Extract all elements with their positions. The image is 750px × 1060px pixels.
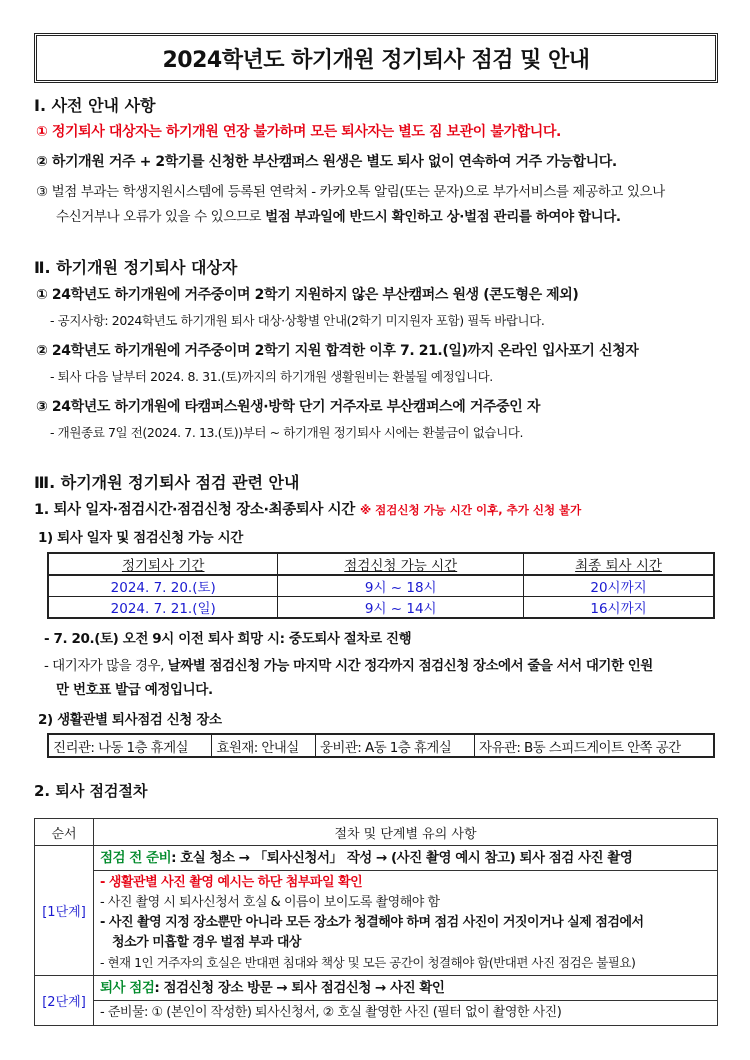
s2-item3: ③ 24학년도 하기개원에 타캠퍼스원생·방학 단기 거주자로 부산캠퍼스에 거주중인 자 [36, 399, 540, 415]
s2-item1: ① 24학년도 하기개원에 거주중이며 2학기 지원하지 않은 부산캠퍼스 원생 (콘도형은 제외) [36, 287, 579, 303]
section2-heading: Ⅱ. 하기개원 정기퇴사 대상자 [34, 258, 238, 277]
step1-label: [1단계] [35, 846, 94, 976]
schedule-row [48, 575, 714, 597]
s3-sub2: 2. 퇴사 점검절차 [34, 782, 148, 800]
s3-note2-line1 [44, 654, 653, 674]
procedure-table [34, 818, 718, 1026]
procedure-step1-head-row [35, 846, 718, 871]
step1-head-label: 점검 전 준비 [100, 850, 172, 866]
s1-item3-line2 [56, 205, 621, 225]
s3-sub1-note: ※ 점검신청 가능 시간 이후, 추가 신청 불가 [359, 503, 582, 517]
s3-note1: - 7. 20.(토) 오전 9시 이전 퇴사 희망 시: 중도퇴사 절차로 진행 [44, 631, 412, 647]
s2-item1-sub: - 공지사항: 2024학년도 하기개원 퇴사 대상·상황별 안내(2학기 미지원자 포함) 필독 바랍니다. [50, 313, 545, 328]
location-cell: 효원재: 안내실 [212, 734, 316, 757]
section3-heading: Ⅲ. 하기개원 정기퇴사 점검 관련 안내 [34, 473, 300, 492]
procedure-step1-body-row [35, 871, 718, 976]
step2-head-line [100, 978, 711, 998]
title-box [34, 33, 718, 83]
s3-sub1 [34, 498, 581, 519]
schedule-header-row [48, 553, 714, 575]
s3-sub1a: 1) 퇴사 일자 및 점검신청 가능 시간 [38, 530, 243, 546]
schedule-cell: 9시 ~ 14시 [278, 597, 524, 619]
location-cell: 자유관: B동 스피드게이트 안쪽 공간 [475, 734, 714, 757]
schedule-cell: 2024. 7. 20.(토) [48, 575, 278, 597]
s1-item3-line1: ③ 벌점 부과는 학생지원시스템에 등록된 연락처 - 카카오톡 알림(또는 문자)으로 부가서비스를 제공하고 있으나 [36, 184, 665, 200]
step2-head-text: : 점검신청 장소 방문 → 퇴사 점검신청 → 사진 확인 [154, 980, 445, 996]
step2-head [94, 976, 718, 1001]
procedure-header: 순서 [35, 819, 94, 846]
location-cell: 진리관: 나동 1층 휴게실 [48, 734, 212, 757]
step1-body [94, 871, 718, 976]
step1-line4: - 현재 1인 거주자의 호실은 반대편 침대와 책상 및 모든 공간이 청결해야 함(반대편 사진 점검은 불필요) [100, 955, 636, 970]
s3-sub1-title: 1. 퇴사 일자·점검시간·점검신청 장소·최종퇴사 시간 [34, 502, 355, 518]
schedule-header: 최종 퇴사 시간 [524, 553, 714, 575]
location-table [47, 733, 715, 758]
step1-head-line [100, 848, 711, 868]
schedule-row [48, 597, 714, 619]
schedule-cell: 2024. 7. 21.(일) [48, 597, 278, 619]
step2-line1: - 준비물: ① (본인이 작성한) 퇴사신청서, ② 호실 촬영한 사진 (필터 없이 촬영한 사진) [100, 1005, 562, 1020]
procedure-header-row [35, 819, 718, 846]
s2-item2: ② 24학년도 하기개원에 거주중이며 2학기 지원 합격한 이후 7. 21.(일)까지 온라인 입사포기 신청자 [36, 343, 639, 359]
schedule-cell: 9시 ~ 18시 [278, 575, 524, 597]
s3-note2-normal: - 대기자가 많을 경우, [44, 658, 168, 674]
s1-item1: ① 정기퇴사 대상자는 하기개원 연장 불가하며 모든 퇴사자는 별도 짐 보관이 불가합니다. [36, 124, 561, 140]
step1-head [94, 846, 718, 871]
section1-heading: Ⅰ. 사전 안내 사항 [34, 96, 156, 115]
s2-item2-sub: - 퇴사 다음 날부터 2024. 8. 31.(토)까지의 하기개원 생활원비는 환불될 예정입니다. [50, 369, 493, 384]
schedule-table [47, 552, 715, 619]
s2-item3-sub: - 개원종료 7일 전(2024. 7. 13.(토))부터 ~ 하기개원 정기퇴사 시에는 환불금이 없습니다. [50, 425, 524, 440]
step1-head-text: : 호실 청소 → 「퇴사신청서」 작성 → (사진 촬영 예시 참고) 퇴사 점검 사진 촬영 [171, 850, 633, 866]
step1-line1: - 생활관별 사진 촬영 예시는 하단 첨부파일 확인 [100, 875, 363, 890]
procedure-step2-body-row [35, 1001, 718, 1026]
step1-line3b: 청소가 미흡할 경우 벌점 부과 대상 [112, 935, 301, 950]
s3-sub1b: 2) 생활관별 퇴사점검 신청 장소 [38, 712, 222, 728]
procedure-step2-head-row [35, 976, 718, 1001]
schedule-cell: 16시까지 [524, 597, 714, 619]
s1-item3-line2-bold: 벌점 부과일에 반드시 확인하고 상·벌점 관리를 하여야 합니다. [265, 209, 621, 225]
s3-note2-line2: 만 번호표 발급 예정입니다. [56, 682, 213, 698]
page-title: 2024학년도 하기개원 정기퇴사 점검 및 안내 [162, 47, 590, 73]
step2-body [94, 1001, 718, 1026]
location-cell: 웅비관: A동 1층 휴게실 [315, 734, 474, 757]
schedule-cell: 20시까지 [524, 575, 714, 597]
step2-label: [2단계] [35, 976, 94, 1026]
step1-line3a: - 사진 촬영 지정 장소뿐만 아니라 모든 장소가 청결해야 하며 점검 사진이 거짓이거나 실제 점검에서 [100, 915, 644, 930]
step2-head-label: 퇴사 점검 [100, 980, 155, 996]
s1-item2: ② 하기개원 거주 + 2학기를 신청한 부산캠퍼스 원생은 별도 퇴사 없이 연속하여 거주 가능합니다. [36, 154, 617, 170]
procedure-header: 절차 및 단계별 유의 사항 [94, 819, 718, 846]
schedule-header: 점검신청 가능 시간 [278, 553, 524, 575]
step1-line2: - 사진 촬영 시 퇴사신청서 호실 & 이름이 보이도록 촬영해야 함 [100, 895, 440, 910]
location-row [48, 734, 714, 757]
s3-note2-bold: 날짜별 점검신청 가능 마지막 시간 정각까지 점검신청 장소에서 줄을 서서 대기한 인원 [167, 658, 653, 674]
s1-item3-line2-normal: 수신거부나 오류가 있을 수 있으므로 [56, 209, 266, 225]
schedule-header: 정기퇴사 기간 [48, 553, 278, 575]
